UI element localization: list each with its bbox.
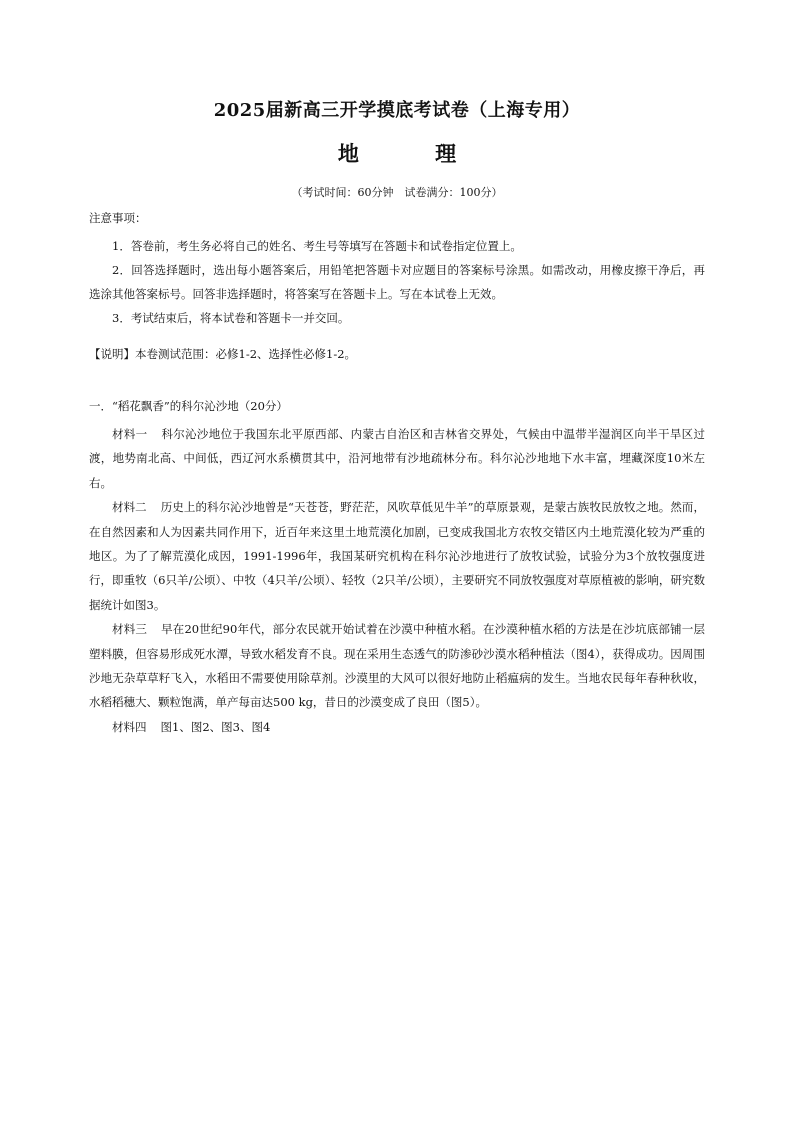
exam-info: （考试时间：60分钟 试卷满分：100分） — [291, 186, 503, 199]
material-label: 材料二 — [112, 500, 147, 515]
notice-item: 3．考试结束后，将本试卷和答题卡一并交回。 — [112, 311, 350, 325]
material-label: 材料三 — [112, 622, 148, 637]
exam-title: 2025届新高三开学摸底考试卷（上海专用） — [213, 100, 581, 121]
material-label: 材料四 — [112, 719, 147, 734]
material-paragraph — [89, 422, 705, 495]
material-text: 图1、图2、图3、图4 — [160, 719, 271, 734]
notice-heading: 注意事项： — [89, 211, 147, 225]
subject-title: 地 理 — [337, 141, 457, 166]
section-heading: 一．“稻花飘香”的科尔沁沙地（20分） — [89, 399, 288, 413]
materials-list — [89, 422, 705, 739]
material-label: 材料一 — [112, 427, 148, 441]
material-text: 早在20世纪90年代，部分农民就开始试着在沙漠中种植水稻。在沙漠种植水稻的方法是在沙坑底部铺一层塑料膜，但容易形成死水潭，导致水稻发育不良。现在采用生态透气的防渗砂沙漠水稻种植法（图4），获得成功。因周围沙地无杂草草籽飞入，水稻田不需要使用除草剂。沙漠里的大风可以很好地防止稻瘟病的发生。当地农民每年春种秋收，水稻稻穗大、颗粒饱满，单产每亩达500 kg，昔日的沙漠变成了良田（图5）。 — [89, 622, 705, 710]
notice-list — [89, 234, 705, 330]
material-paragraph — [89, 715, 705, 739]
material-text: 科尔沁沙地位于我国东北平原西部、内蒙古自治区和吉林省交界处，气候由中温带半湿润区向半干旱区过渡，地势南北高、中间低，西辽河水系横贯其中，沿河地带有沙地疏林分布。科尔沁沙地地下水丰富，埋藏深度10米左右。 — [89, 427, 705, 490]
material-paragraph — [89, 495, 705, 617]
notice-item: 2．回答选择题时，选出每小题答案后，用铅笔把答题卡对应题目的答案标号涂黑。如需改动，用橡皮擦干净后，再选涂其他答案标号。回答非选择题时，将答案写在答题卡上。写在本试卷上无效。 — [89, 263, 705, 301]
notice-item: 1．答卷前，考生务必将自己的姓名、考生号等填写在答题卡和试卷指定位置上。 — [112, 239, 522, 253]
scope-note: 【说明】本卷测试范围：必修1-2、选择性必修1-2。 — [89, 347, 357, 361]
material-paragraph — [89, 617, 705, 715]
material-text: 历史上的科尔沁沙地曾是“天苍苍，野茫茫，风吹草低见牛羊”的草原景观，是蒙古族牧民放牧之地。然而，在自然因素和人为因素共同作用下，近百年来这里土地荒漠化加剧，已变成我国北方农牧交错区内土地荒漠化较为严重的地区。为了了解荒漠化成因，1991-1996年，我国某研究机构在科尔沁沙地进行了放牧试验，试验分为3个放牧强度进行，即重牧（6只羊/公顷）、中牧（4只羊/公顷）、轻牧（2只羊/公顷），主要研究不同放牧强度对草原植被的影响，研究数据统计如图3。 — [89, 500, 705, 612]
